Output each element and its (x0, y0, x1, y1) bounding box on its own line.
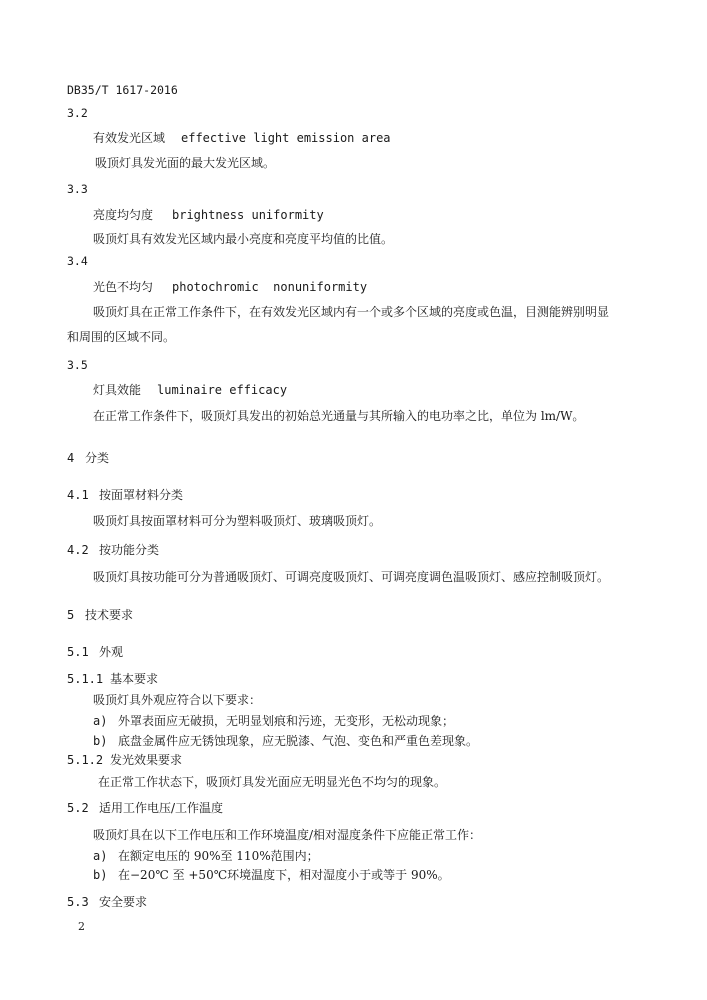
section-number: 4.2 (67, 543, 89, 557)
list-item: 在−20℃ 至 +50℃环境温度下，相对湿度小于或等于 90%。 (118, 868, 450, 882)
list-item: 底盘金属件应无锈蚀现象，应无脱漆、气泡、变色和严重色差现象。 (118, 734, 479, 748)
term-chinese: 亮度均匀度 (93, 208, 154, 222)
term-definition: 吸顶灯具发光面的最大发光区域。 (95, 156, 276, 170)
section-number: 4.1 (67, 488, 89, 502)
term-definition: 在正常工作条件下，吸顶灯具发出的初始总光通量与其所输入的电功率之比，单位为 lm/W。 (93, 409, 585, 423)
list-marker: a) (93, 714, 108, 728)
section-title: 技术要求 (85, 608, 134, 622)
clause-number: 3.5 (67, 358, 88, 372)
term-chinese: 光色不均匀 (93, 280, 154, 294)
paragraph: 吸顶灯具按面罩材料可分为塑料吸顶灯、玻璃吸顶灯。 (93, 514, 382, 528)
clause-number: 3.4 (67, 254, 88, 268)
list-item: 外罩表面应无破损，无明显划痕和污迹，无变形，无松动现象； (118, 714, 455, 728)
section-number: 5 (67, 608, 75, 622)
page-number: 2 (78, 920, 85, 933)
term-english: brightness uniformity (172, 208, 324, 222)
section-title: 按面罩材料分类 (99, 488, 184, 502)
list-item: 在额定电压的 90%至 110%范围内； (118, 849, 319, 863)
list-marker: b) (93, 734, 108, 748)
list-marker: b) (93, 868, 108, 882)
section-title: 适用工作电压/工作温度 (99, 801, 224, 815)
clause-number: 3.3 (67, 182, 88, 196)
term-chinese: 灯具效能 (93, 383, 142, 397)
section-number: 4 (67, 451, 75, 465)
section-title: 分类 (85, 451, 110, 465)
term-chinese: 有效发光区域 (93, 131, 166, 145)
term-definition-line: 和周围的区域不同。 (67, 330, 176, 344)
section-number: 5.1 (67, 645, 89, 659)
section-number: 5.3 (67, 895, 89, 909)
section-title: 安全要求 (99, 895, 148, 909)
paragraph: 在正常工作状态下，吸顶灯具发光面应无明显光色不均匀的现象。 (98, 775, 447, 789)
paragraph: 吸顶灯具外观应符合以下要求： (93, 693, 262, 707)
section-number: 5.2 (67, 801, 89, 815)
section-number: 5.1.2 (67, 753, 104, 767)
section-title: 发光效果要求 (110, 753, 183, 767)
term-definition-line: 吸顶灯具在正常工作条件下，在有效发光区域内有一个或多个区域的亮度或色温，目测能辨别明显 (93, 305, 610, 319)
paragraph: 吸顶灯具在以下工作电压和工作环境温度/相对湿度条件下应能正常工作： (93, 828, 482, 842)
section-title: 按功能分类 (99, 543, 160, 557)
list-marker: a) (93, 849, 108, 863)
term-definition: 吸顶灯具有效发光区域内最小亮度和亮度平均值的比值。 (93, 232, 394, 246)
section-title: 外观 (99, 645, 124, 659)
section-number: 5.1.1 (67, 672, 104, 686)
paragraph: 吸顶灯具按功能可分为普通吸顶灯、可调亮度吸顶灯、可调亮度调色温吸顶灯、感应控制吸顶灯。 (93, 570, 610, 584)
document-id: DB35/T 1617-2016 (67, 83, 178, 97)
term-english: luminaire efficacy (157, 383, 288, 397)
term-english: effective light emission area (181, 131, 391, 145)
clause-number: 3.2 (67, 106, 88, 120)
section-title: 基本要求 (110, 672, 159, 686)
term-english: photochromic nonuniformity (172, 280, 368, 294)
